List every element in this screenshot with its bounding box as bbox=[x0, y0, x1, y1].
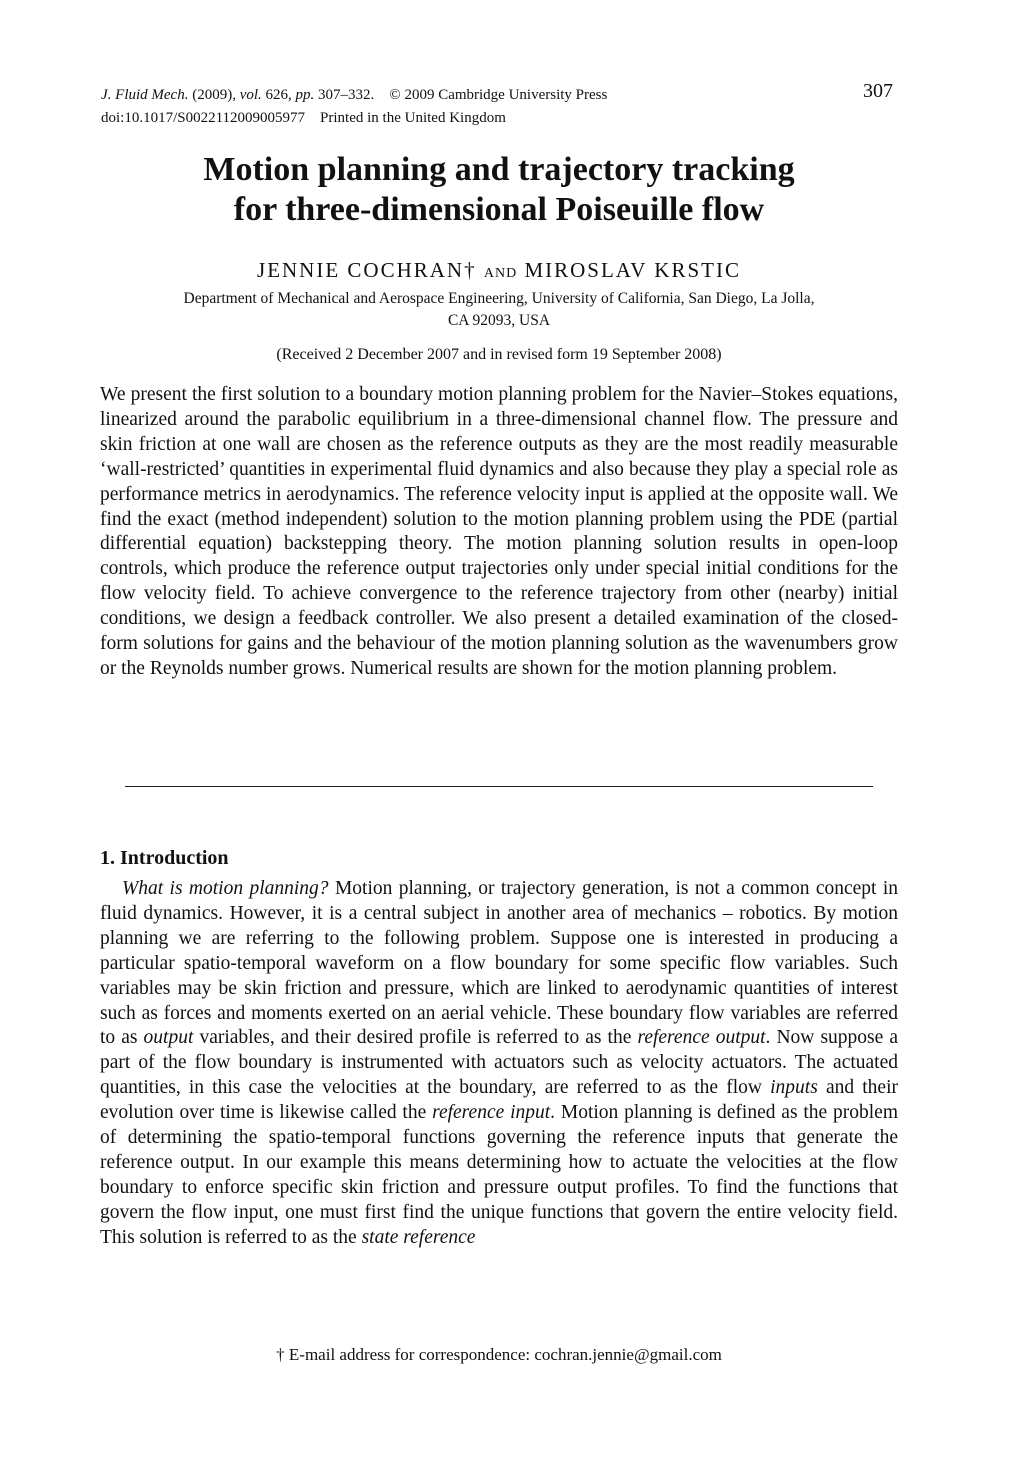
affiliation-line-1: Department of Mechanical and Aerospace Engineering, University of California, San Diego, La Jolla, bbox=[183, 290, 815, 307]
paragraph-lead-question: What is motion planning? bbox=[122, 878, 329, 899]
correspondence-footnote: † E-mail address for correspondence: cochran.jennie@gmail.com bbox=[276, 1345, 722, 1364]
printed-notice: Printed in the United Kingdom bbox=[320, 110, 506, 126]
term-reference-output: reference output bbox=[637, 1027, 766, 1049]
doi: doi:10.1017/S0022112009005977 bbox=[101, 110, 306, 126]
abstract: We present the first solution to a boundary motion planning problem for the Navier–Stokes equations, linearized around the parabolic equilibrium in a three-dimensional channel flow. The pressure and skin friction at one wall are chosen as the reference outputs as they are the most readily measurable ‘wall-restricted’ quantities in experimental fluid dynamics and also because they play a special role as performance metrics in aerodynamics. The reference velocity input is applied at the opposite wall. We find the exact (method independent) solution to the motion planning problem using the PDE (partial differential equation) backstepping theory. The motion planning solution results in open-loop controls, which produce the reference output trajectories only under special initial conditions for the flow velocity field. To achieve convergence to the reference trajectory from other (nearby) initial conditions, we design a feedback controller. We also present a detailed examination of the closed-form solutions for gains and the behaviour of the motion planning solution as the wavenumbers grow or the Reynolds number grows. Numerical results are shown for the motion planning problem. bbox=[100, 384, 898, 679]
author-list bbox=[100, 258, 898, 283]
volume-value: 626, bbox=[265, 87, 292, 103]
term-reference-input: reference input bbox=[432, 1102, 551, 1124]
term-inputs: inputs bbox=[770, 1077, 818, 1099]
doi-line bbox=[101, 107, 607, 130]
abstract-divider bbox=[125, 786, 873, 787]
intro-text-4: and their evolution over time is likewise called the bbox=[100, 1077, 898, 1124]
intro-text-1: Motion planning, or trajectory generation, is not a common concept in fluid dynamics. However, it is a central subject in another area of mechanics – robotics. By motion planning we are referring to the following problem. Suppose one is interested in producing a particular spatio-temporal waveform on a flow boundary for some specific flow variables. Such variables may be skin friction and pressure, which are linked to aerodynamic quantities of interest such as forces and moments exerted on an aerial vehicle. These boundary flow variables are referred to as bbox=[100, 878, 899, 1049]
author-krstic: MIROSLAV KRSTIC bbox=[524, 258, 741, 282]
introduction-paragraph bbox=[100, 877, 898, 1251]
pages-label: pp. bbox=[295, 87, 315, 103]
paper-title bbox=[100, 150, 898, 230]
author-conjunction: AND bbox=[483, 266, 518, 281]
affiliation-line-2: CA 92093, USA bbox=[447, 312, 551, 329]
received-dates: (Received 2 December 2007 and in revised form 19 September 2008) bbox=[276, 346, 722, 363]
intro-text-5: . Motion planning is defined as the problem of determining the spatio-temporal functions governing the reference inputs that generate the reference output. In our example this means determining how to actuate the velocities at the flow boundary to enforce specific skin friction and pressure output profiles. To find the functions that govern the flow input, one must first find the unique functions that govern the entire velocity field. This solution is referred to as the bbox=[100, 1102, 898, 1248]
running-header bbox=[101, 84, 607, 130]
journal-name: J. Fluid Mech. bbox=[101, 87, 189, 103]
title-line-2: for three-dimensional Poiseuille flow bbox=[233, 191, 765, 228]
intro-text-2: variables, and their desired profile is referred to as the bbox=[193, 1027, 638, 1049]
volume-label: vol. bbox=[239, 87, 262, 103]
copyright-notice: © 2009 Cambridge University Press bbox=[389, 87, 608, 103]
journal-year: (2009), bbox=[192, 87, 236, 103]
term-output: output bbox=[143, 1027, 194, 1049]
pages-value: 307–332. bbox=[318, 87, 375, 103]
section-heading-introduction: 1. Introduction bbox=[100, 847, 229, 869]
author-cochran: JENNIE COCHRAN† bbox=[257, 258, 477, 282]
affiliation bbox=[100, 288, 898, 332]
page-number: 307 bbox=[863, 80, 893, 102]
title-line-1: Motion planning and trajectory tracking bbox=[203, 151, 795, 188]
citation-line bbox=[101, 84, 607, 107]
intro-text-3: . Now suppose a part of the flow boundary is instrumented with actuators such as velocity actuators. The actuated quantities, in this case the velocities at the boundary, are referred to as the flow bbox=[100, 1027, 898, 1099]
term-state-reference: state reference bbox=[361, 1226, 476, 1248]
